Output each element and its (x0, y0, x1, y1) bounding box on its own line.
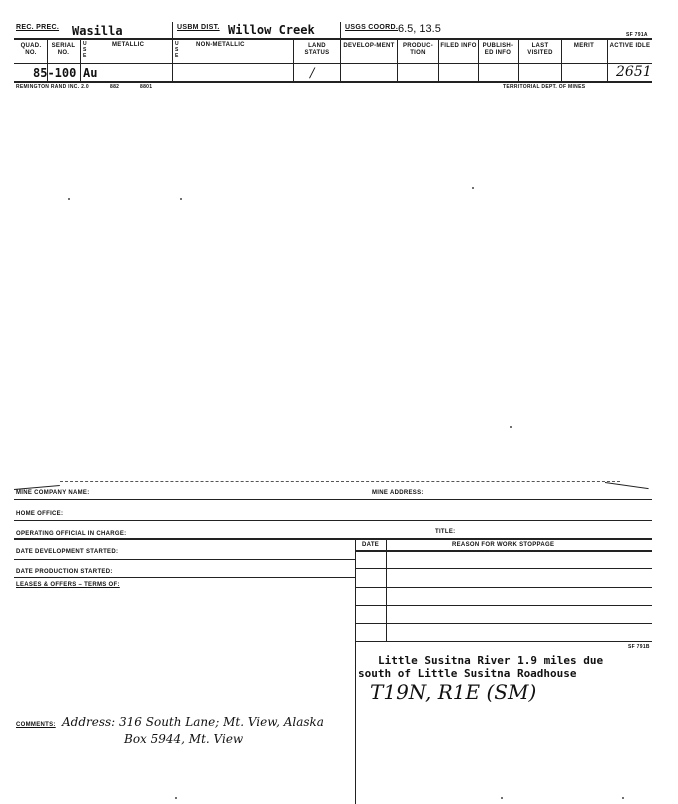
comments-line-2: Box 5944, Mt. View (124, 732, 244, 746)
scan-speck (68, 198, 70, 200)
date-production-label: DATE PRODUCTION STARTED: (16, 569, 113, 575)
rule (14, 81, 652, 83)
stoppage-reason-header: REASON FOR WORK STOPPAGE (452, 542, 555, 548)
divider (340, 40, 341, 81)
printer-imprint: REMINGTON RAND INC. 2.0 (16, 84, 89, 90)
divider (607, 40, 608, 81)
leases-label: LEASES & OFFERS – TERMS OF: (16, 582, 120, 588)
title-label: TITLE: (435, 529, 456, 535)
col-nonmetallic: NON-METALLIC (196, 42, 245, 48)
home-office-label: HOME OFFICE: (16, 511, 64, 517)
comments-line-1: Address: 316 South Lane; Mt. View, Alaska (62, 715, 324, 729)
location-township-range: T19N, R1E (SM) (370, 680, 537, 704)
divider (386, 538, 387, 641)
divider (172, 22, 173, 38)
rule (14, 63, 652, 64)
issuer-imprint: TERRITORIAL DEPT. OF MINES (503, 84, 586, 90)
usgs-coord-value: 6.5, 13.5 (398, 23, 441, 35)
col-metallic: METALLIC (112, 42, 145, 48)
rule (14, 538, 652, 540)
location-line-1: Little Susitna River 1.9 miles due (378, 654, 604, 667)
rec-prec-label: REC. PREC. (16, 24, 60, 31)
scan-speck (501, 797, 503, 799)
metallic-value: Au (83, 66, 98, 80)
col-production: PRODUC-TION (402, 43, 434, 56)
rule (14, 577, 355, 578)
mine-address-label: MINE ADDRESS: (372, 490, 424, 496)
col-quad-no: QUAD. NO. (20, 43, 42, 56)
usgs-coord-label: USGS COORD. (345, 24, 399, 31)
date-development-label: DATE DEVELOPMENT STARTED: (16, 549, 119, 555)
divider (80, 40, 81, 81)
rule (355, 641, 652, 642)
card-edge (605, 482, 649, 489)
quad-serial-value: 85-100 (33, 66, 77, 80)
rule (14, 38, 652, 40)
divider (293, 40, 294, 81)
divider (438, 40, 439, 81)
rule (355, 623, 652, 624)
stoppage-date-header: DATE (362, 542, 380, 548)
location-line-2: south of Little Susitna Roadhouse (358, 667, 577, 680)
col-development: DEVELOP-MENT (343, 43, 395, 49)
rule (355, 550, 652, 552)
operating-official-label: OPERATING OFFICIAL IN CHARGE: (16, 531, 127, 537)
col-filed-info: FILED INFO (440, 43, 477, 49)
col-published-info: PUBLISH-ED INFO (482, 43, 514, 56)
col-use-metallic: U S E (83, 41, 87, 59)
col-active-idle: ACTIVE IDLE (609, 43, 651, 49)
divider (340, 22, 341, 38)
rule (14, 520, 652, 521)
col-land-status: LAND STATUS (304, 43, 330, 56)
mine-company-label: MINE COMPANY NAME: (16, 490, 90, 496)
scan-speck (622, 797, 624, 799)
rec-prec-value: Wasilla (72, 24, 123, 38)
col-merit: MERIT (573, 43, 595, 49)
scan-speck (510, 426, 512, 428)
scan-speck (180, 198, 182, 200)
col-use-nonmetallic: U S E (175, 41, 179, 59)
scan-speck (472, 187, 474, 189)
rule (355, 587, 652, 588)
col-serial-no: SERIAL NO. (51, 43, 76, 56)
scan-speck (175, 797, 177, 799)
printer-code: 882 (110, 84, 120, 90)
divider (518, 40, 519, 81)
comments-label: COMMENTS: (16, 722, 56, 728)
rule (355, 568, 652, 569)
col-last-visited: LAST VISITED (527, 43, 553, 56)
card-edge (60, 481, 620, 482)
land-status-value: / (310, 66, 315, 81)
rule (14, 499, 652, 500)
divider (172, 40, 173, 81)
active-idle-value: 2651 (616, 64, 652, 80)
printer-code: 8801 (140, 84, 153, 90)
form-number-bottom: SF 791B (628, 644, 650, 650)
rule (355, 605, 652, 606)
rule (14, 559, 355, 560)
usbm-dist-label: USBM DIST. (177, 24, 220, 31)
divider (397, 40, 398, 81)
usbm-dist-value: Willow Creek (228, 23, 315, 37)
form-number-top: SF 791A (626, 32, 648, 38)
divider (355, 538, 356, 804)
